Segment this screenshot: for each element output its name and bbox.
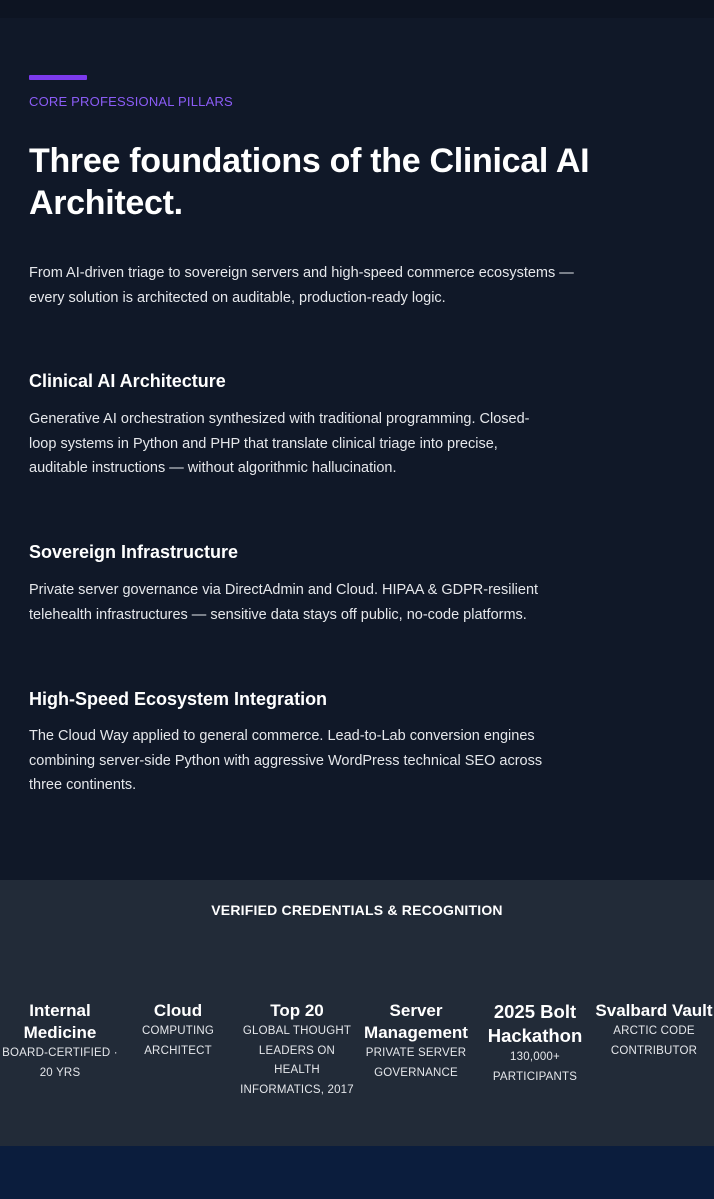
credential-main: Top 20	[270, 1001, 324, 1020]
credentials-section	[0, 880, 714, 1146]
credential-sub: 130,000+ PARTICIPANTS	[492, 1051, 578, 1083]
footer-band	[0, 1146, 714, 1199]
credential-main: Svalbard Vault	[595, 1001, 713, 1020]
credential-sub: GLOBAL THOUGHT LEADERS ON HEALTH INFORMATICS, 2017	[240, 1025, 354, 1096]
credential-svalbard-vault	[594, 1000, 714, 1061]
credential-main: Cloud	[153, 1001, 203, 1020]
top-strip	[0, 0, 714, 18]
credential-server-management	[356, 1000, 476, 1083]
core-pillars-section	[0, 18, 714, 880]
credential-sub: BOARD-CERTIFIED · 20 YRS	[2, 1047, 118, 1079]
pillar-title-sovereign-infrastructure: Sovereign Infrastructure	[29, 542, 239, 562]
pillar-title-clinical-ai: Clinical AI Architecture	[29, 371, 226, 391]
pillar-body-sovereign-infrastructure: Private server governance via DirectAdmin and Cloud. HIPAA & GDPR-resilient telehealth infrastructures — sensitive data stays off public, no-code platforms.	[29, 582, 539, 623]
credential-cloud	[118, 1000, 238, 1061]
credential-main: Server Management	[364, 1001, 468, 1042]
credential-sub: COMPUTING ARCHITECT	[141, 1025, 215, 1057]
pillar-body-clinical-ai: Generative AI orchestration synthesized with traditional programming. Closed-loop systems in Python and PHP that translate clinical triage into precise, auditable instructions — without algorithmic hallucination.	[29, 411, 530, 476]
credential-sub: ARCTIC CODE CONTRIBUTOR	[610, 1025, 698, 1057]
pillar-body-ecosystem-integration: The Cloud Way applied to general commerce. Lead-to-Lab conversion engines combining server-side Python with aggressive WordPress technical SEO across three continents.	[29, 728, 543, 793]
credential-top-20	[237, 1000, 357, 1100]
credential-sub: PRIVATE SERVER GOVERNANCE	[365, 1047, 467, 1079]
credential-bolt-hackathon	[475, 1000, 595, 1087]
section-intro: From AI-driven triage to sovereign servers and high-speed commerce ecosystems — every solution is architected on auditable, production-ready logic.	[29, 265, 574, 306]
accent-bar	[29, 75, 87, 80]
credential-main: Internal Medicine	[23, 1001, 97, 1042]
credential-internal-medicine	[0, 1000, 120, 1083]
credentials-title: VERIFIED CREDENTIALS & RECOGNITION	[211, 902, 503, 918]
section-eyebrow: CORE PROFESSIONAL PILLARS	[29, 94, 233, 109]
pillar-title-ecosystem-integration: High-Speed Ecosystem Integration	[29, 689, 328, 709]
section-headline: Three foundations of the Clinical AI Architect.	[29, 142, 590, 222]
credential-main: 2025 Bolt Hackathon	[487, 1001, 583, 1046]
